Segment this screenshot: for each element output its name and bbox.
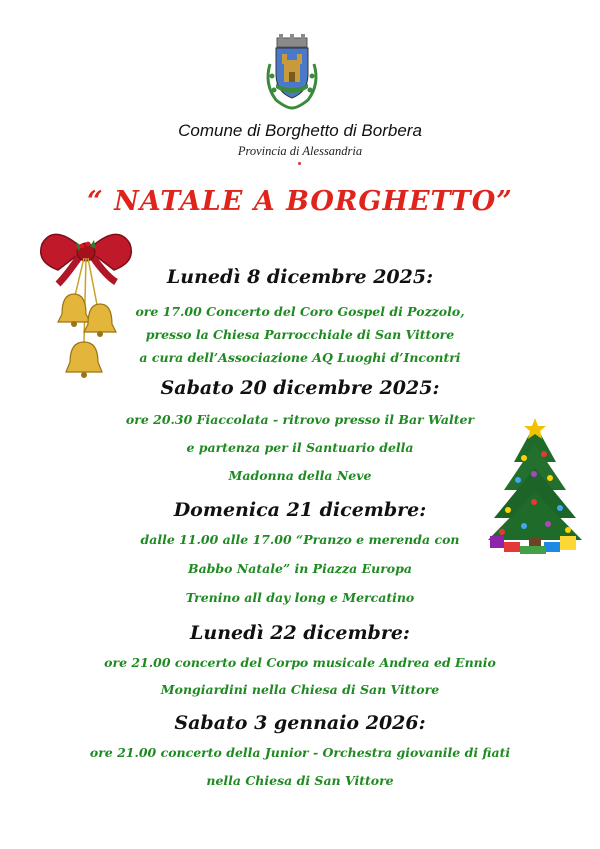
event-detail-line: Babbo Natale” in Piazza Europa	[188, 561, 412, 576]
event-detail-line: Madonna della Neve	[228, 468, 372, 483]
event-detail-line: e partenza per il Santuario della	[186, 440, 414, 455]
event-detail-line: nella Chiesa di San Vittore	[206, 773, 394, 788]
event-date-heading: Sabato 3 gennaio 2026:	[174, 712, 426, 734]
page-title: “ NATALE A BORGHETTO”	[87, 186, 513, 217]
event-detail-line: ore 20.30 Fiaccolata - ritrovo presso il Bar Walter	[125, 412, 475, 427]
event-detail-line: Mongiardini nella Chiesa di San Vittore	[160, 682, 440, 697]
event-date-heading: Lunedì 22 dicembre:	[190, 622, 410, 644]
event-detail-line: presso la Chiesa Parrocchiale di San Vittore	[145, 327, 455, 342]
municipal-crest-icon	[262, 34, 322, 110]
event-date-heading: Lunedì 8 dicembre 2025:	[166, 266, 434, 288]
municipality-name: Comune di Borghetto di Borbera	[178, 121, 422, 140]
event-detail-line: ore 21.00 concerto della Junior - Orchestra giovanile di fiati	[89, 745, 511, 760]
event-detail-line: a cura dell’Associazione AQ Luoghi d’Incontri	[139, 350, 461, 365]
event-date-heading: Domenica 21 dicembre:	[173, 499, 427, 521]
event-detail-line: ore 21.00 concerto del Corpo musicale Andrea ed Ennio	[104, 655, 496, 670]
event-date-heading: Sabato 20 dicembre 2025:	[160, 377, 440, 399]
event-detail-line: dalle 11.00 alle 17.00 “Pranzo e merenda con	[140, 532, 460, 547]
event-detail-line: Trenino all day long e Mercatino	[185, 590, 415, 605]
event-detail-line: ore 17.00 Concerto del Coro Gospel di Pozzolo,	[135, 304, 465, 319]
province-name: Provincia di Alessandria	[237, 144, 363, 158]
decorative-dot	[298, 162, 301, 165]
